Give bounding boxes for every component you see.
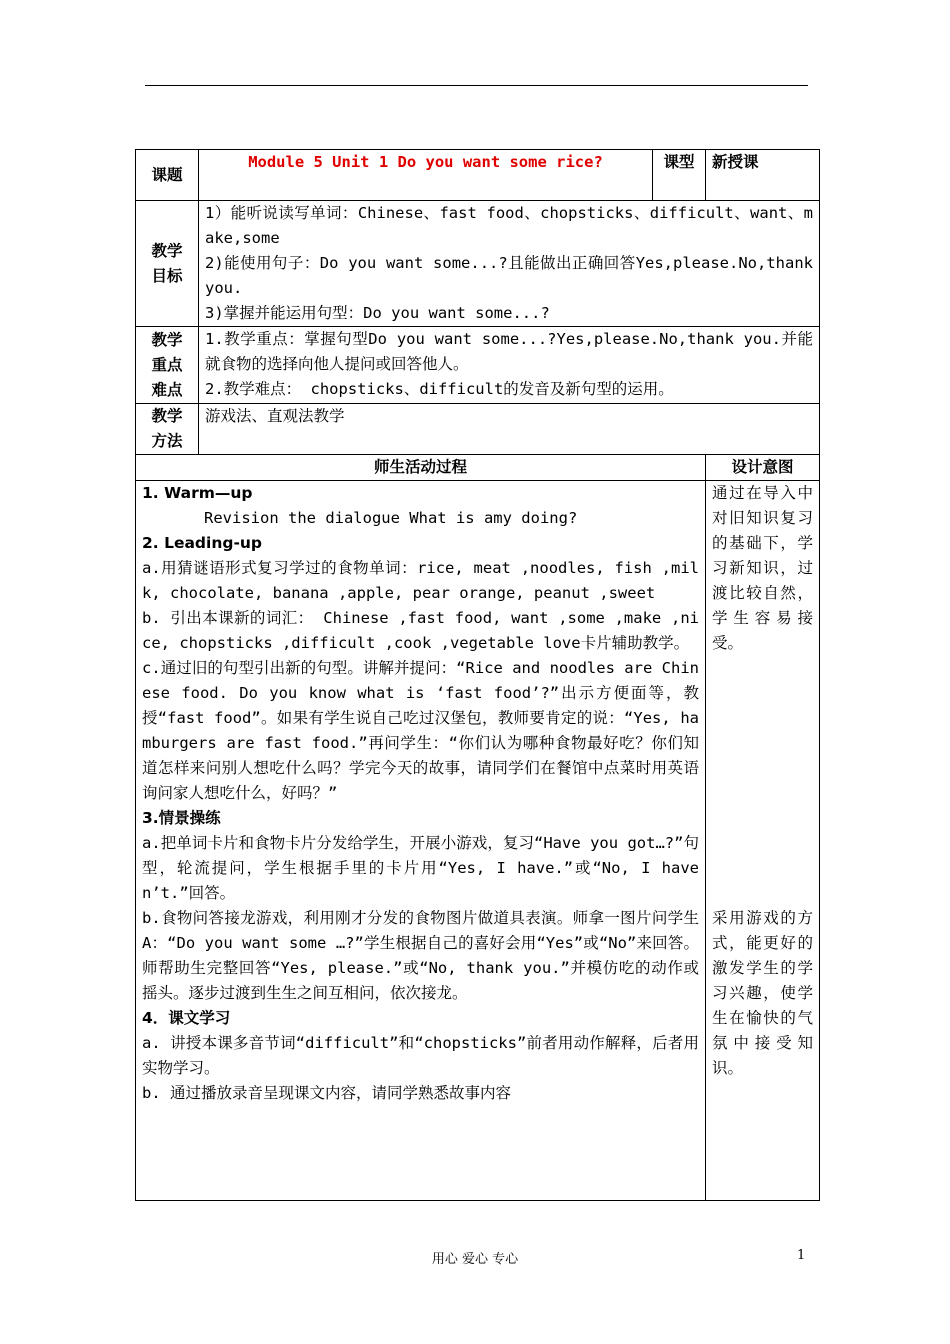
process-cell: [136, 481, 706, 1201]
goal-item: 1）能听说读写单词：Chinese、fast food、chopsticks、difficult、want、make,some: [205, 204, 813, 247]
topic-label: 课题: [136, 150, 199, 201]
page-number: 1: [797, 1248, 806, 1263]
lesson-plan-table: [135, 149, 820, 1201]
goals-label: 教学目标: [136, 201, 199, 327]
intent-note: 采用游戏的方式，能更好的激发学生的学习兴趣，使学生在愉快的气氛中接受知识。: [712, 909, 813, 1077]
keypoint-item: 1.教学重点：掌握句型Do you want some...?Yes,please.No,thank you.并能就食物的选择向他人提问或回答他人。: [205, 330, 813, 373]
keypoints-cell: [199, 327, 820, 404]
step-item: b.食物问答接龙游戏，利用刚才分发的食物图片做道具表演。师拿一图片问学生A：“Do you want some …?”学生根据自己的喜好会用“Yes”或“No”来回答。师帮助生完整回答“Yes, please.”或“No, thank you.”并模仿吃的动作或摇头。逐步过渡到生生之间互相问，依次接龙。: [142, 909, 699, 1002]
section-title: 3.情景操练: [142, 809, 221, 827]
footer-text: 用心 爱心 专心: [431, 1252, 519, 1267]
step-item: b. 引出本课新的词汇： Chinese ,fast food, want ,some ,make ,nice, chopsticks ,difficult ,cook ,vegetable love卡片辅助教学。: [142, 609, 699, 652]
intent-cell: [706, 481, 820, 1201]
step-item: a.用猜谜语形式复习学过的食物单词：rice, meat ,noodles, fish ,milk, chocolate, banana ,apple, pear orange, peanut ,sweet: [142, 559, 699, 602]
process-header: 师生活动过程: [136, 455, 706, 481]
step-item: b. 通过播放录音呈现课文内容，请同学熟悉故事内容: [142, 1084, 511, 1102]
keypoint-item: 2.教学难点： chopsticks、difficult的发音及新句型的运用。: [205, 380, 674, 398]
step-item: a. 讲授本课多音节词“difficult”和“chopsticks”前者用动作解释，后者用实物学习。: [142, 1034, 699, 1077]
method-value: 游戏法、直观法教学: [199, 404, 820, 455]
section-body: Revision the dialogue What is amy doing?: [204, 509, 578, 527]
step-item: c.通过旧的句型引出新的句型。讲解并提问：“Rice and noodles are Chinese food. Do you know what is ‘fast food’?”出示方便面等，教授“fast food”。如果有学生说自己吃过汉堡包，教师要肯定的说：“Yes, hamburgers are fast food.”再问学生：“你们认为哪种食物最好吃？你们知道怎样来问别人想吃什么吗？学完今天的故事，请同学们在餐馆中点菜时用英语询问家人想吃什么，好吗？”: [142, 659, 699, 802]
topic-title: Module 5 Unit 1 Do you want some rice?: [199, 150, 653, 201]
method-label: 教学方法: [136, 404, 199, 455]
goal-item: 3)掌握并能运用句型：Do you want some...?: [205, 304, 550, 322]
type-label: 课型: [653, 150, 706, 201]
type-value: 新授课: [706, 150, 820, 201]
section-title: 1. Warm—up: [142, 484, 253, 502]
intent-header: 设计意图: [706, 455, 820, 481]
goal-item: 2)能使用句子：Do you want some...?且能做出正确回答Yes,please.No,thank you.: [205, 254, 813, 297]
goals-cell: [199, 201, 820, 327]
intent-note: 通过在导入中对旧知识复习的基础下，学习新知识，过渡比较自然，学生容易接受。: [712, 484, 813, 652]
step-item: a.把单词卡片和食物卡片分发给学生，开展小游戏，复习“Have you got…?”句型，轮流提问，学生根据手里的卡片用“Yes, I have.”或“No, I haven’t.”回答。: [142, 834, 699, 902]
header-rule: [145, 85, 808, 86]
section-title: 2. Leading-up: [142, 534, 263, 552]
keypoints-label: 教学重点难点: [136, 327, 199, 404]
section-title: 4．课文学习: [142, 1009, 231, 1027]
